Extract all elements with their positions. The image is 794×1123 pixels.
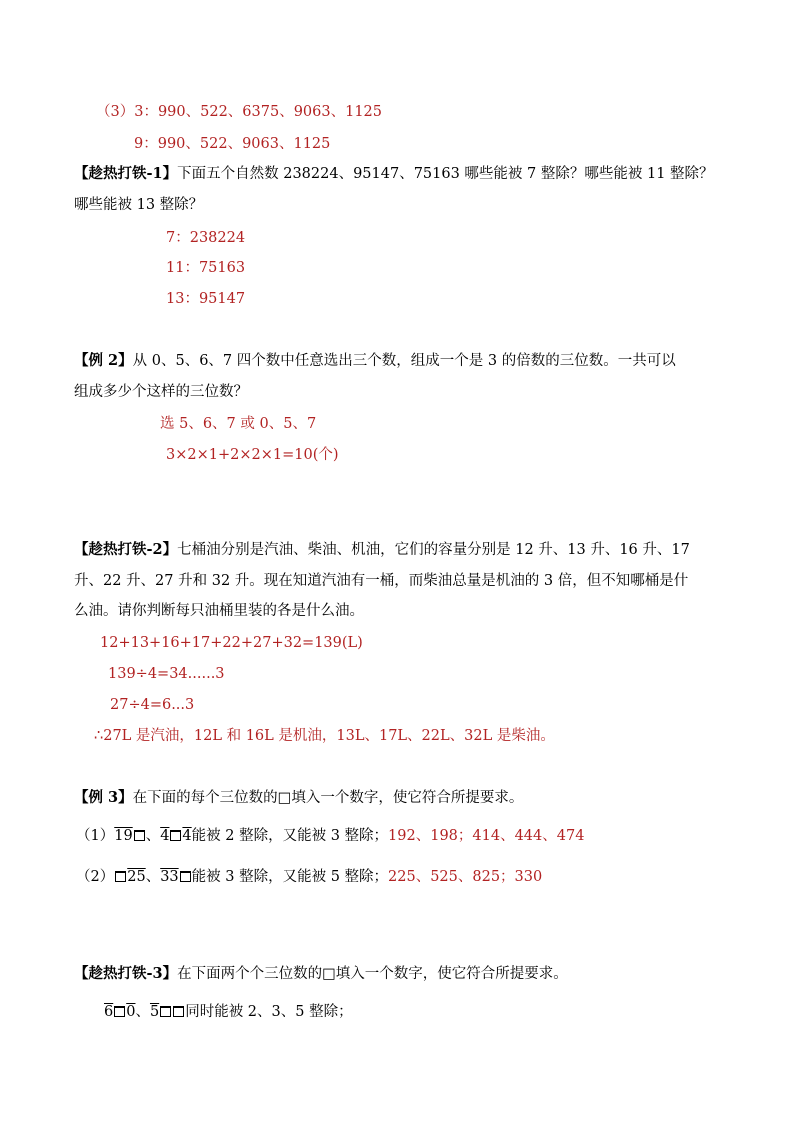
practice-3-separator: 、 xyxy=(135,1004,150,1020)
practice-1-answer-11: 11：75163 xyxy=(166,260,246,276)
example-3-row-2 xyxy=(76,867,542,887)
practice-2-question-line-3: 么油。请你判断每只油桶里装的各是什么油。 xyxy=(74,603,364,619)
example-3-question-text: 在下面的每个三位数的□填入一个数字，使它符合所提要求。 xyxy=(132,790,524,806)
example-3-tag: 【例 3】 xyxy=(74,789,133,806)
practice-3-question-text: 在下面两个个三位数的□填入一个数字，使它符合所提要求。 xyxy=(177,966,568,982)
answer-3-line-2: 9：990、522、9063、1125 xyxy=(134,136,331,152)
row-2-number-1-digits: 25 xyxy=(127,869,146,885)
example-3-question xyxy=(74,788,523,808)
practice-3-row xyxy=(104,1002,353,1022)
row-1-answer: 192、198；414、444、474 xyxy=(388,828,585,844)
blank-box-icon xyxy=(170,830,181,841)
practice-2-answer-4: ∴27L 是汽油，12L 和 16L 是机油，13L、17L、22L、32L 是柴油。 xyxy=(94,728,555,744)
practice-1-question-text: 下面五个自然数 238224、95147、75163 哪些能被 7 整除？哪些能被 11 整除？ xyxy=(177,166,714,182)
blank-box-icon xyxy=(114,1006,125,1017)
row-2-answer: 225、525、825；330 xyxy=(388,869,543,885)
practice-3-number-1-digit-b: 0 xyxy=(126,1004,136,1020)
practice-3-condition: 同时能被 2、3、5 整除； xyxy=(185,1004,353,1020)
example-2-answer-1: 选 5、6、7 或 0、5、7 xyxy=(160,416,317,432)
practice-3-number-2-digit: 5 xyxy=(149,1004,160,1020)
row-2-number-2-digits: 33 xyxy=(160,869,179,885)
row-2-label: （2） xyxy=(76,869,115,885)
practice-2-answer-2: 139÷4=34......3 xyxy=(108,666,225,682)
blank-box-icon xyxy=(134,830,145,841)
example-2-tag: 【例 2】 xyxy=(74,352,133,369)
practice-2-question-line-2: 升、22 升、27 升和 32 升。现在知道汽油有一桶，而柴油总量是机油的 3 倍，但不知哪桶是什 xyxy=(74,573,689,589)
example-2-question-text: 从 0、5、6、7 四个数中任意选出三个数，组成一个是 3 的倍数的三位数。一共可以 xyxy=(132,353,676,369)
practice-1-answer-7: 7：238224 xyxy=(166,230,246,246)
practice-2-answer-1: 12+13+16+17+22+27+32=139(L) xyxy=(100,635,363,651)
practice-1-tag: 【趁热打铁-1】 xyxy=(74,165,178,182)
answer-3-line-1: （3）3：990、522、6375、9063、1125 xyxy=(96,104,383,120)
practice-3-tag: 【趁热打铁-3】 xyxy=(74,965,178,982)
practice-1-answer-13: 13：95147 xyxy=(166,291,246,307)
practice-2-tag: 【趁热打铁-2】 xyxy=(74,541,178,558)
blank-box-icon xyxy=(115,871,126,882)
row-1-condition: 能被 2 整除，又能被 3 整除； xyxy=(191,828,389,844)
blank-box-icon xyxy=(180,871,191,882)
row-1-label: （1） xyxy=(76,828,115,844)
example-2-question-line-2: 组成多少个这样的三位数？ xyxy=(74,384,248,400)
practice-3-question xyxy=(74,964,568,984)
blank-box-icon xyxy=(160,1006,171,1017)
example-2-question-line-1 xyxy=(74,351,676,371)
practice-3-number-1-digit-a: 6 xyxy=(104,1004,114,1020)
row-1-number-2-digit-b: 4 xyxy=(182,828,192,844)
row-1-number-1-digits: 19 xyxy=(114,828,133,844)
practice-2-question-text: 七桶油分别是汽油、柴油、机油，它们的容量分别是 12 升、13 升、16 升、17 xyxy=(177,542,690,558)
row-1-number-2-digit-a: 4 xyxy=(160,828,170,844)
row-1-separator: 、 xyxy=(145,828,161,844)
example-2-answer-2: 3×2×1+2×2×1=10(个) xyxy=(166,447,339,463)
practice-2-answer-3: 27÷4=6...3 xyxy=(110,697,195,713)
practice-1-question-line-2: 哪些能被 13 整除？ xyxy=(74,197,204,213)
blank-box-icon xyxy=(173,1006,184,1017)
example-3-row-1 xyxy=(76,826,584,846)
row-2-condition: 能被 3 整除，又能被 5 整除； xyxy=(191,869,389,885)
row-2-separator: 、 xyxy=(145,869,161,885)
practice-1-question-line-1 xyxy=(74,164,714,184)
practice-2-question-line-1 xyxy=(74,540,690,560)
